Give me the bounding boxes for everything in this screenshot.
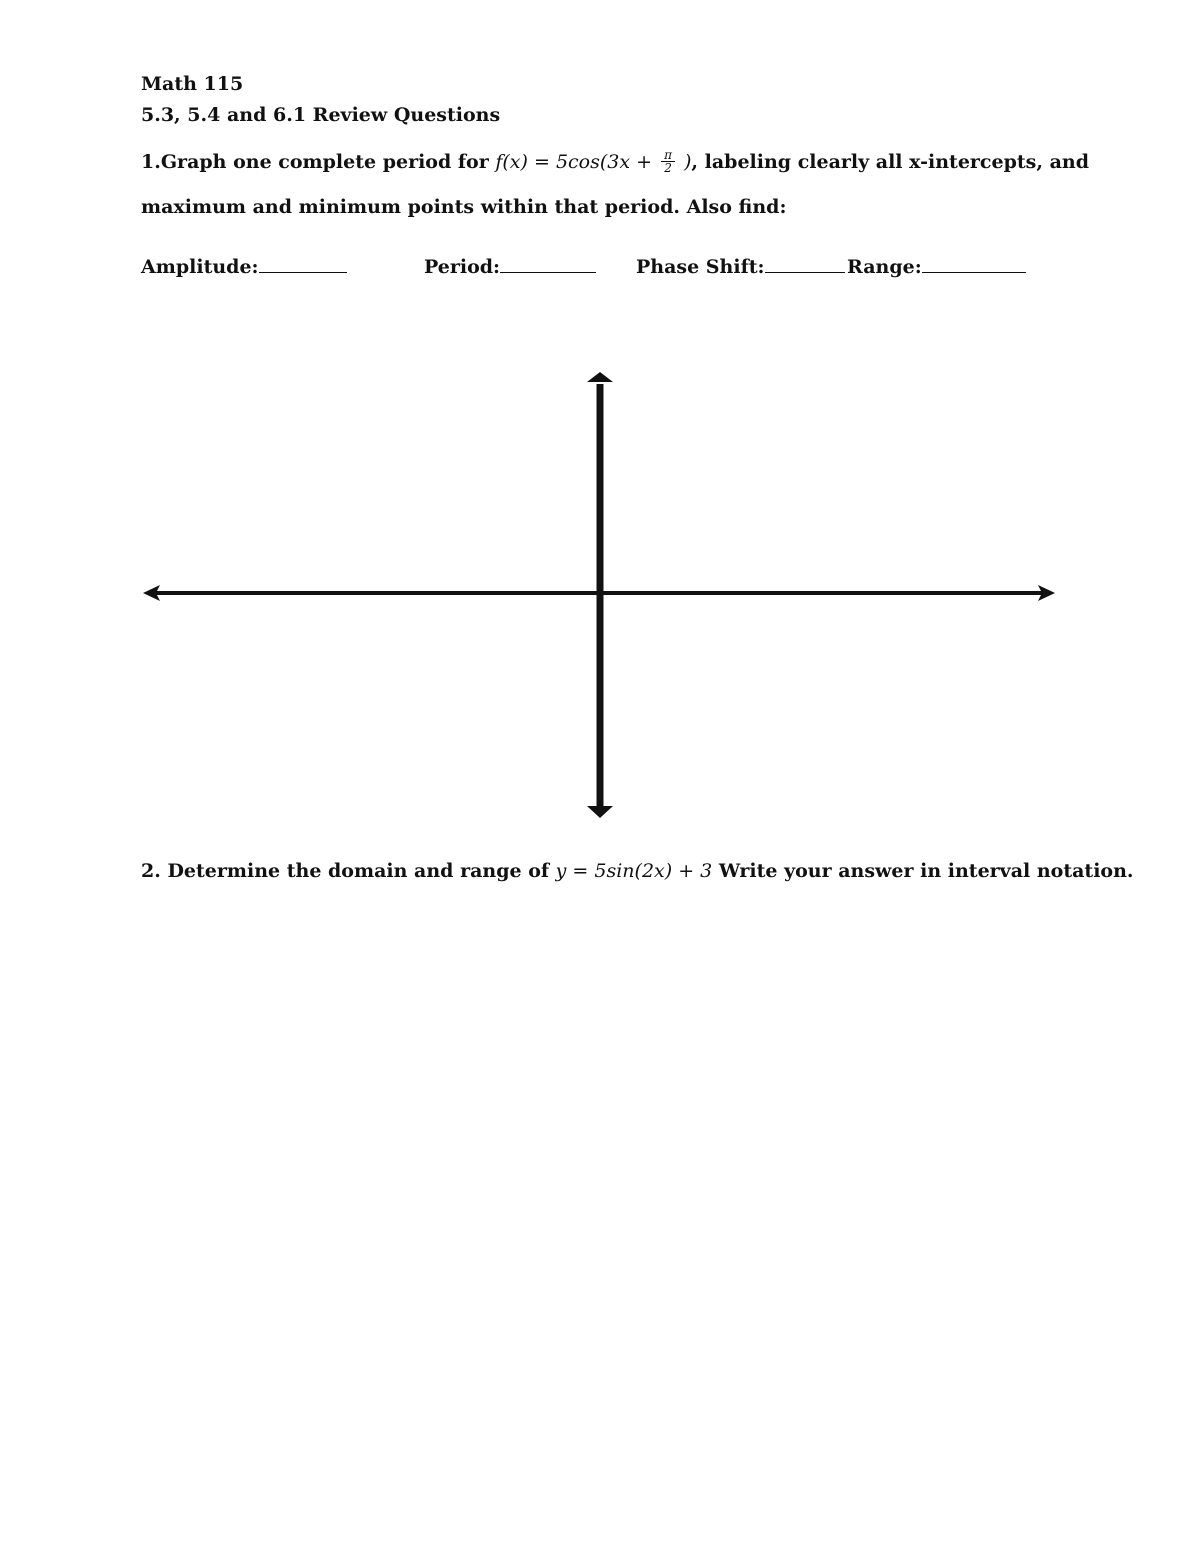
y-axis-top-arrow-icon (587, 372, 613, 382)
question-1-function-rhs: 5cos(3x + (555, 151, 659, 173)
range-label: Range: (847, 256, 922, 278)
period-label: Period: (424, 256, 501, 278)
phase-shift-label: Phase Shift: (636, 256, 765, 278)
question-1-close-paren: ) (677, 151, 692, 173)
question-1-equals: = (527, 151, 556, 173)
worksheet-subtitle: 5.3, 5.4 and 6.1 Review Questions (141, 104, 501, 126)
question-1-suffix: , labeling clearly all x-intercepts, and (691, 151, 1089, 173)
course-title: Math 115 (141, 73, 244, 95)
question-1-prefix: 1.Graph one complete period for (141, 151, 496, 173)
question-1-function-lhs: f(x) (495, 151, 528, 173)
fraction-denominator: 2 (664, 160, 672, 175)
question-2-prefix: 2. Determine the domain and range of (141, 860, 556, 882)
question-1-line-2: maximum and minimum points within that period. Also find: (141, 196, 787, 218)
question-2-equation: y = 5sin(2x) + 3 (555, 860, 713, 882)
y-axis-bottom-arrow-icon (587, 806, 613, 818)
fraction-numerator: π (661, 149, 675, 162)
question-2 (141, 859, 1134, 883)
amplitude-label: Amplitude: (141, 256, 259, 278)
question-2-suffix: Write your answer in interval notation. (712, 860, 1134, 882)
